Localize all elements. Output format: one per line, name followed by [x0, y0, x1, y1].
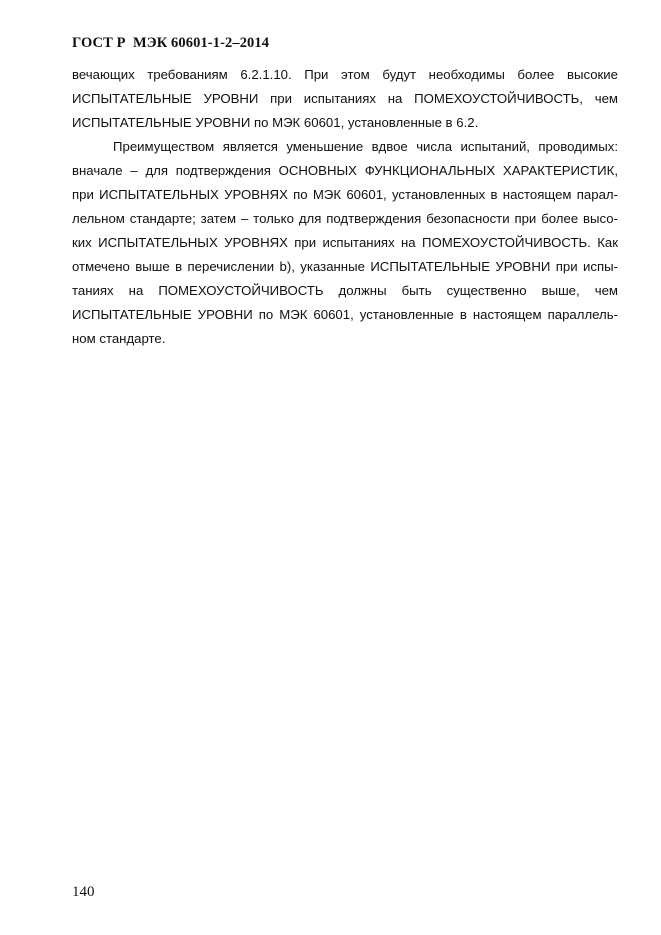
paragraph-1-line-1: вечающих требованиям 6.2.1.10. При этом будут необходимы более высокие [72, 67, 618, 82]
paragraph-2-line-6: отмечено выше в перечислении b), указанные ИСПЫТАТЕЛЬНЫЕ УРОВНИ при испы- [72, 259, 618, 274]
paragraph-2-line-9: ном стандарте. [72, 331, 166, 346]
paragraph-2-line-7: таниях на ПОМЕХОУСТОЙЧИВОСТЬ должны быть существенно выше, чем [72, 283, 618, 298]
paragraph-2-line-1: Преимуществом является уменьшение вдвое числа испытаний, проводимых: [113, 139, 618, 154]
document-header: ГОСТ Р МЭК 60601-1-2–2014 [72, 35, 270, 51]
paragraph-1-line-3: ИСПЫТАТЕЛЬНЫЕ УРОВНИ по МЭК 60601, установленные в 6.2. [72, 115, 479, 130]
paragraph-2-line-4: лельном стандарте; затем – только для подтверждения безопасности при более высо- [72, 211, 618, 226]
paragraph-2-line-8: ИСПЫТАТЕЛЬНЫЕ УРОВНИ по МЭК 60601, установленные в настоящем параллель- [72, 307, 618, 322]
paragraph-2-line-2: вначале – для подтверждения ОСНОВНЫХ ФУНКЦИОНАЛЬНЫХ ХАРАКТЕРИСТИК, [72, 163, 618, 178]
paragraph-1-line-2: ИСПЫТАТЕЛЬНЫЕ УРОВНИ при испытаниях на ПОМЕХОУСТОЙЧИВОСТЬ, чем [72, 91, 618, 106]
page-number: 140 [72, 884, 95, 900]
paragraph-2-line-5: ких ИСПЫТАТЕЛЬНЫХ УРОВНЯХ при испытаниях на ПОМЕХОУСТОЙЧИВОСТЬ. Как [72, 235, 618, 250]
paragraph-2-line-3: при ИСПЫТАТЕЛЬНЫХ УРОВНЯХ по МЭК 60601, установленных в настоящем парал- [72, 187, 618, 202]
